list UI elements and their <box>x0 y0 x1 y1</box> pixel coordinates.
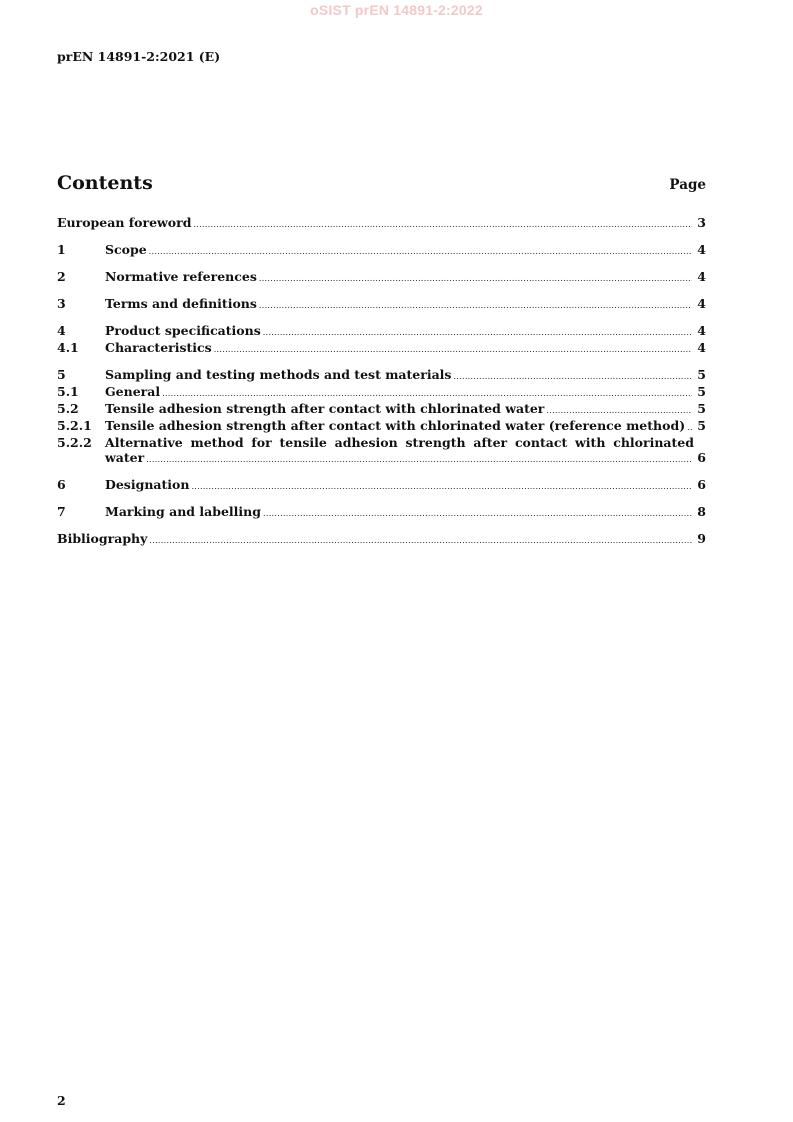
toc-entry-number: 6 <box>57 477 66 492</box>
toc-entry-title[interactable]: Tensile adhesion strength after contact with chlorinated water (reference method) <box>105 418 686 433</box>
toc-entry-title[interactable]: Product specifications <box>105 323 261 338</box>
toc-entry-number: 4.1 <box>57 340 79 355</box>
toc-entry-number: 5.2.1 <box>57 418 92 433</box>
toc-entry-title[interactable]: Scope <box>105 242 147 257</box>
toc-page-number: 4 <box>697 340 706 355</box>
watermark: oSIST prEN 14891-2:2022 <box>310 2 483 18</box>
toc-entry-sampling-testing[interactable] <box>57 367 706 384</box>
toc-entry-product-specifications[interactable] <box>57 323 706 340</box>
toc-page-number: 5 <box>697 418 706 433</box>
toc-entry-title[interactable]: Tensile adhesion strength after contact with chlorinated water <box>105 401 545 416</box>
toc-entry-number: 4 <box>57 323 66 338</box>
toc-entry-number: 2 <box>57 269 66 284</box>
leader-dots <box>193 217 692 232</box>
toc-entry-bibliography[interactable] <box>57 531 706 548</box>
leader-dots <box>214 342 692 357</box>
leader-dots <box>149 244 692 259</box>
toc-entry-number: 5.1 <box>57 384 79 399</box>
toc-entry-general[interactable] <box>57 384 706 401</box>
toc-entry-title[interactable]: European foreword <box>57 215 192 230</box>
toc-entry-title[interactable]: Characteristics <box>105 340 212 355</box>
leader-dots <box>453 369 692 384</box>
page-number: 2 <box>57 1093 66 1108</box>
leader-dots <box>263 506 692 521</box>
toc-entry-title[interactable]: Terms and definitions <box>105 296 257 311</box>
toc-entry-tensile-adhesion[interactable] <box>57 401 706 418</box>
toc-entry-foreword[interactable] <box>57 215 706 232</box>
toc-entry-number: 5 <box>57 367 66 382</box>
toc-page-number: 8 <box>697 504 706 519</box>
toc-entry-number: 3 <box>57 296 66 311</box>
page-column-label: Page <box>669 177 706 193</box>
toc-entry-marking-labelling[interactable] <box>57 504 706 521</box>
toc-entry-scope[interactable] <box>57 242 706 259</box>
leader-dots <box>263 325 692 340</box>
leader-dots <box>191 479 692 494</box>
toc-page-number: 4 <box>697 269 706 284</box>
toc-entry-title[interactable]: Normative references <box>105 269 257 284</box>
toc-entry-title[interactable]: Bibliography <box>57 531 148 546</box>
toc-entry-terms-definitions[interactable] <box>57 296 706 313</box>
leader-dots <box>687 420 693 435</box>
toc-page-number: 6 <box>697 477 706 492</box>
toc-entry-alternative-method[interactable] <box>57 435 706 467</box>
toc-entry-title[interactable]: Designation <box>105 477 190 492</box>
toc-page-number: 4 <box>697 323 706 338</box>
toc-entry-title[interactable]: Marking and labelling <box>105 504 262 519</box>
table-of-contents <box>57 215 706 548</box>
toc-page-number: 9 <box>697 531 706 546</box>
toc-entry-title[interactable]: Alternative method for tensile adhesion strength after contact with chlorinated <box>105 435 694 450</box>
toc-page-number: 5 <box>697 384 706 399</box>
leader-dots <box>546 403 692 418</box>
toc-entry-title[interactable]: Sampling and testing methods and test materials <box>105 367 452 382</box>
toc-entry-number: 1 <box>57 242 66 257</box>
toc-page-number: 4 <box>697 242 706 257</box>
toc-entry-title-continuation[interactable]: water <box>105 450 145 465</box>
contents-title: Contents <box>57 172 153 194</box>
toc-entry-designation[interactable] <box>57 477 706 494</box>
toc-entry-normative-references[interactable] <box>57 269 706 286</box>
toc-page-number: 5 <box>697 401 706 416</box>
leader-dots <box>259 271 692 286</box>
toc-entry-title[interactable]: General <box>105 384 161 399</box>
toc-entry-reference-method[interactable] <box>57 418 706 435</box>
toc-entry-number: 5.2 <box>57 401 79 416</box>
leader-dots <box>259 298 692 313</box>
toc-entry-number: 7 <box>57 504 66 519</box>
contents-header <box>57 172 706 194</box>
toc-page-number: 4 <box>697 296 706 311</box>
leader-dots <box>162 386 692 401</box>
leader-dots <box>146 452 692 467</box>
toc-entry-number: 5.2.2 <box>57 435 92 450</box>
leader-dots <box>149 533 692 548</box>
document-id: prEN 14891-2:2021 (E) <box>57 49 221 64</box>
toc-entry-characteristics[interactable] <box>57 340 706 357</box>
toc-page-number: 6 <box>697 450 706 465</box>
toc-page-number: 5 <box>697 367 706 382</box>
toc-page-number: 3 <box>697 215 706 230</box>
